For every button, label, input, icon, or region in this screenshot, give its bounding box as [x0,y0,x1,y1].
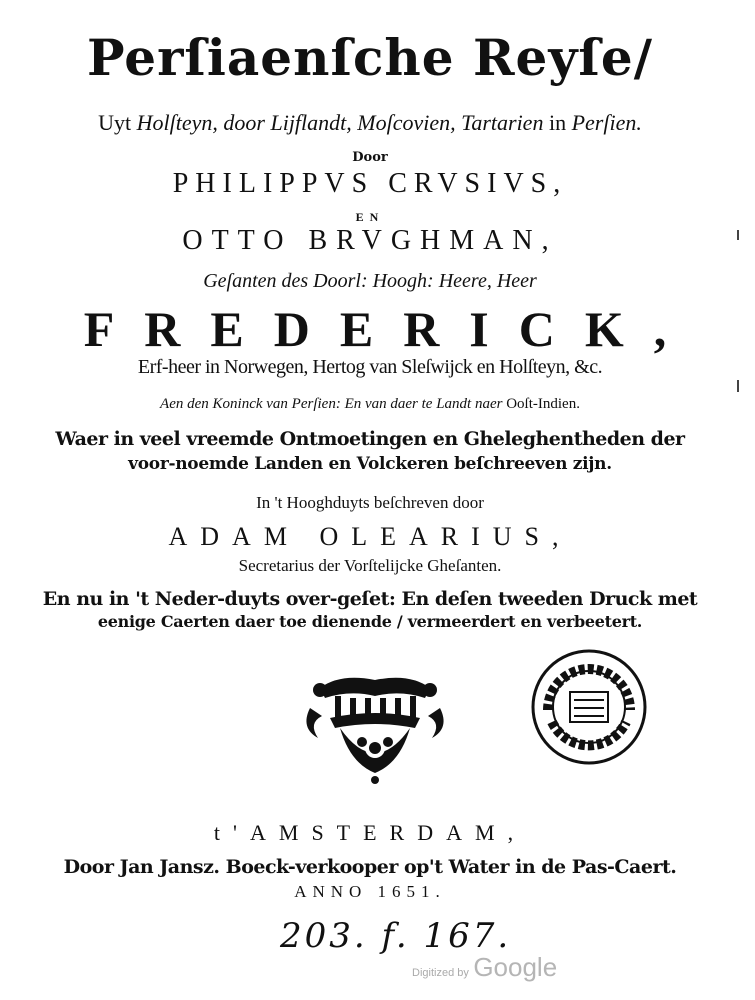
imprint-publisher: Door Jan Jansz. Boeck-verkooper op't Water in de Pas-Caert. [63,856,677,878]
google-logo: Google [473,952,558,982]
author-role: Secretarius der Vorſtelijcke Gheſanten. [238,556,502,575]
stamp-text [0,0,1,1]
prince-name: FREDERICK, [83,301,697,357]
edition-line-1: En nu in 't Neder-duyts over-geſet: En deſen tweeden Druck met [42,588,698,610]
description-line-2: voor-noemde Landen en Volckeren beſchreeven zijn. [128,454,612,474]
author-crusius: PHILIPPVS CRVSIVS, [172,168,568,199]
prince-titles: Erf-heer in Norwegen, Hertog van Sleſwijck en Holſteyn, &c. [137,356,603,378]
author-olearius: ADAM OLEARIUS, [168,522,572,551]
journey-end: Ooſt-Indien. [506,396,580,412]
digitized-by-watermark [412,952,557,983]
journey-line [0,396,740,413]
subtitle-places: Holſteyn, door Lijflandt, Moſcovien, Tartarien [136,110,544,135]
book-title: Perſiaenſche Reyſe/ [87,28,653,87]
margin-mark [737,230,739,240]
author-brughman: OTTO BRVGHMAN, [182,225,558,256]
subtitle [0,110,740,136]
imprint-year: ANNO 1651. [294,882,446,901]
subtitle-mid: in [543,110,572,135]
margin-mark [737,380,739,392]
library-stamp-icon [530,648,648,766]
envoy-line: Geſanten des Doorl: Hoogh: Heere, Heer [203,270,537,292]
printers-ornament-icon [300,668,450,788]
imprint-place: t'AMSTERDAM, [213,820,527,845]
door-label: Door [352,150,388,165]
subtitle-end: Perſien. [571,110,642,135]
conjunction-en: EN [355,210,385,224]
translation-note: In 't Hooghduyts beſchreven door [256,493,484,512]
journey-italic: Aen den Koninck van Perſien: En van daer te Landt naer [160,396,507,412]
digitized-prefix: Digitized by [412,967,469,979]
subtitle-prefix: Uyt [98,110,137,135]
edition-line-2: eenige Caerten daer toe dienende / vermeerdert en verbeetert. [97,612,643,631]
description-line-1: Waer in veel vreemde Ontmoetingen en Gheleghentheden der [55,428,685,450]
shelfmark: 203. f. 167. [280,916,512,956]
